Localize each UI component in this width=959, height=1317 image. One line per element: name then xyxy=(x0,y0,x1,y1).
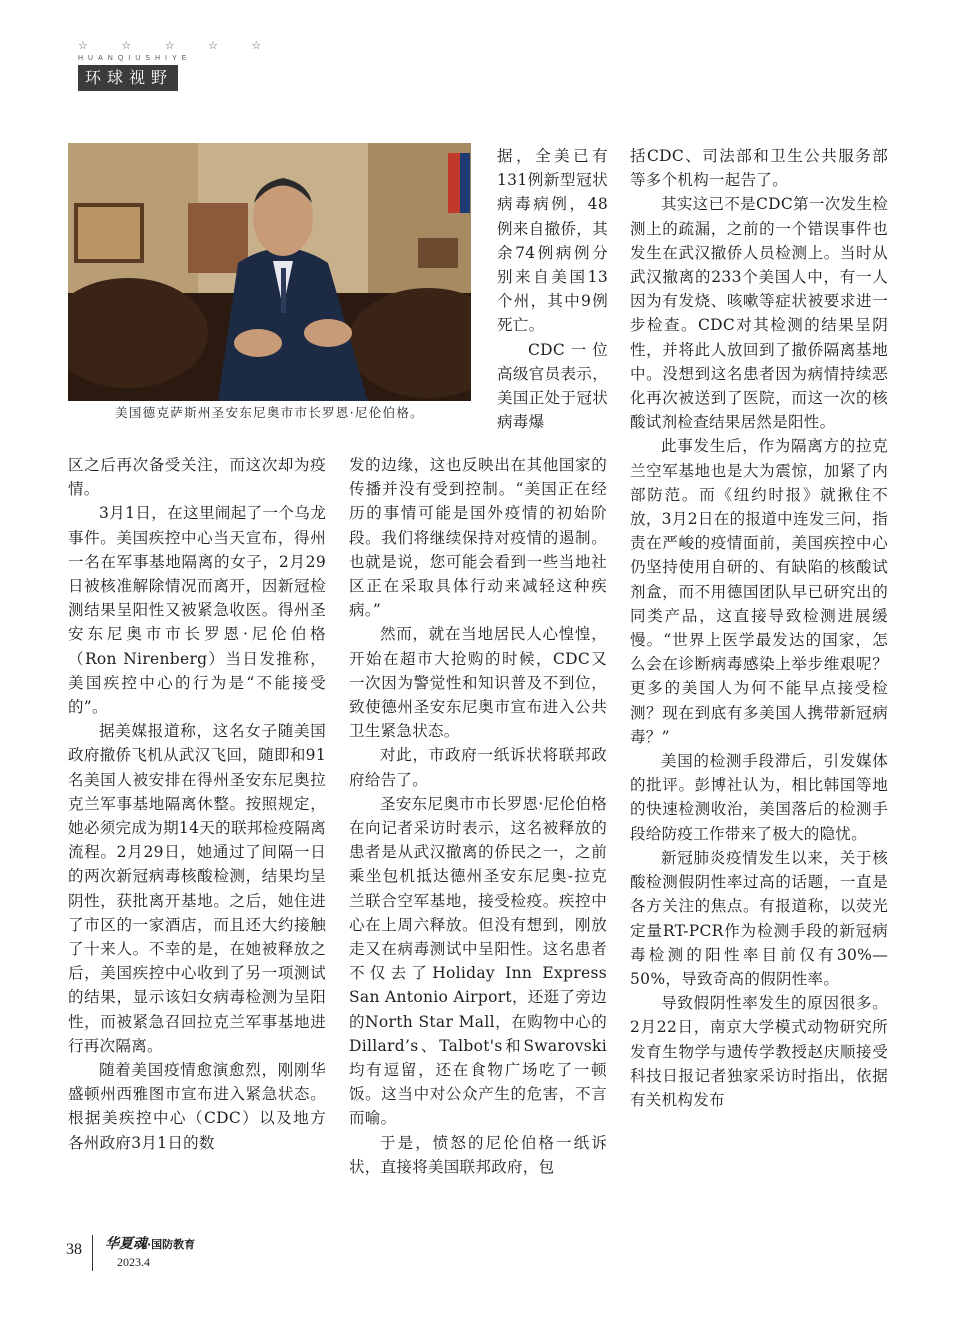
paragraph: 据，全美已有131例新型冠状病毒病例，48例来自撤侨，其余74例病例分别来自美国13个州，其中9例死亡。 xyxy=(497,147,608,335)
paragraph: 导致假阴性率发生的原因很多。2月22日，南京大学模式动物研究所发育生物学与遗传学教授赵庆顺接受科技日报记者独家采访时指出，依据有关机构发布 xyxy=(630,994,888,1109)
star-row-icon: ☆ ☆ ☆ ☆ ☆ xyxy=(78,39,277,52)
paragraph: 新冠肺炎疫情发生以来，关于核酸检测假阴性率过高的话题，一直是各方关注的焦点。有报道称，以荧光定量RT-PCR作为检测手段的新冠病毒检测的阳性率目前仅有30%—50%，导致奇高的假阴性率。 xyxy=(630,848,888,988)
footer-divider xyxy=(92,1235,93,1271)
paragraph: 美国的检测手段滞后，引发媒体的批评。彭博社认为，相比韩国等地的快速检测收治，美国落后的检测手段给防疫工作带来了极大的隐忧。 xyxy=(630,752,888,843)
mayor-photo-illustration xyxy=(68,143,471,401)
paragraph: 3月1日，在这里闹起了一个乌龙事件。美国疾控中心当天宣布，得州一名在军事基地隔离的女子，2月29日被核准解除情况而离开，因新冠检测结果呈阳性又被紧急收医。得州圣安东尼奥市市长罗恩·尼伦伯格（Ron Nirenberg）当日发推称，美国疾控中心的行为是“不能接受的”。 xyxy=(68,504,326,717)
magazine-column: ·国防教育 xyxy=(147,1238,196,1251)
paragraph: 据美媒报道称，这名女子随美国政府撤侨飞机从武汉飞回，随即和91名美国人被安排在得州圣安东尼奥拉克兰军事基地隔离休整。按照规定，她必须完成为期14天的联邦检疫隔离流程。2月29日，她通过了间隔一日的两次新冠病毒核酸检测，结果均呈阴性，获批离开基地。之后，她住进了市区的一家酒店，而且还大约接触了十来人。不幸的是，在她被释放之后，美国疾控中心收到了另一项测试的结果，显示该妇女病毒检测为呈阳性，而被紧急召回拉克兰军事基地进行再次隔离。 xyxy=(68,722,326,1055)
column-2-top xyxy=(497,144,608,434)
paragraph: 对此，市政府一纸诉状将联邦政府给告了。 xyxy=(349,746,607,789)
paragraph: 发的边缘，这也反映出在其他国家的传播并没有受到控制。“美国正在经历的事情可能是国外疫情的初始阶段。我们将继续保持对疫情的遏制。也就是说，您可能会看到一些当地社区正在采取具体行动来减轻这种疾病。” xyxy=(349,456,607,620)
column-3 xyxy=(630,144,888,1112)
section-title: 环球视野 xyxy=(78,65,178,91)
issue-number: 2023.4 xyxy=(117,1255,150,1269)
mayor-photo xyxy=(68,143,471,401)
page-header xyxy=(78,40,276,91)
magazine-name: 华夏魂 xyxy=(105,1236,147,1252)
paragraph: 此事发生后，作为隔离方的拉克兰空军基地也是大为震惊，加紧了内部防范。而《纽约时报》就揪住不放，3月2日在的报道中连发三问，指责在严峻的疫情面前，美国疾控中心仍坚持使用自研的、有缺陷的核酸试剂盒，而不用德国团队早已研究出的同类产品，这直接导致检测进展缓慢。“世界上医学最发达的国家，怎么会在诊断病毒感染上举步维艰呢？更多的美国人为何不能早点接受检测？现在到底有多美国人携带新冠病毒？” xyxy=(630,437,888,746)
paragraph: 圣安东尼奥市市长罗恩·尼伦伯格在向记者采访时表示，这名被释放的患者是从武汉撤离的侨民之一，之前乘坐包机抵达德州圣安东尼奥-拉克兰联合空军基地，接受检疫。疾控中心在上周六释放。但没有想到，刚放走又在病毒测试中呈阳性。这名患者不仅去了Holiday Inn Express San Antonio Airport，还逛了旁边的North Star Mall，在购物中心的Dillard’s、Talbot's和Swarovski均有逗留，还在食物广场吃了一顿饭。这当中对公众产生的危害，不言而喻。 xyxy=(349,794,607,1128)
paragraph: 随着美国疫情愈演愈烈，刚刚华盛顿州西雅图市宣布进入紧急状态。根据美疾控中心（CDC）以及地方各州政府3月1日的数 xyxy=(68,1061,326,1152)
column-1 xyxy=(68,453,326,1155)
page-footer xyxy=(66,1233,195,1271)
page-number: 38 xyxy=(66,1241,82,1258)
paragraph: CDC一位高级官员表示，美国正处于冠状病毒爆 xyxy=(497,340,608,432)
photo-caption: 美国德克萨斯州圣安东尼奥市市长罗恩·尼伦伯格。 xyxy=(115,405,424,420)
paragraph: 然而，就在当地居民人心惶惶，开始在超市大抢购的时候，CDC又一次因为警觉性和知识普及不到位，致使德州圣安东尼奥市宣布进入公共卫生紧急状态。 xyxy=(349,625,607,741)
paragraph: 于是，愤怒的尼伦伯格一纸诉状，直接将美国联邦政府，包 xyxy=(349,1133,607,1176)
magazine-logo xyxy=(105,1233,195,1253)
column-2-bottom xyxy=(349,453,607,1179)
paragraph: 区之后再次备受关注，而这次却为疫情。 xyxy=(68,456,326,499)
section-pinyin: HUANQIUSHIYE xyxy=(78,55,192,62)
paragraph: 括CDC、司法部和卫生公共服务部等多个机构一起告了。 xyxy=(630,147,888,190)
paragraph: 其实这已不是CDC第一次发生检测上的疏漏，之前的一个错误事件也发生在武汉撤侨人员检测上。当时从武汉撤离的233个美国人中，有一人因为有发烧、咳嗽等症状被要求进一步检查。CDC对其检测的结果呈阴性，并将此人放回到了撤侨隔离基地中。没想到这名患者因为病情持续恶化再次被送到了医院，而这一次的核酸试剂检查结果居然是阳性。 xyxy=(630,195,888,432)
